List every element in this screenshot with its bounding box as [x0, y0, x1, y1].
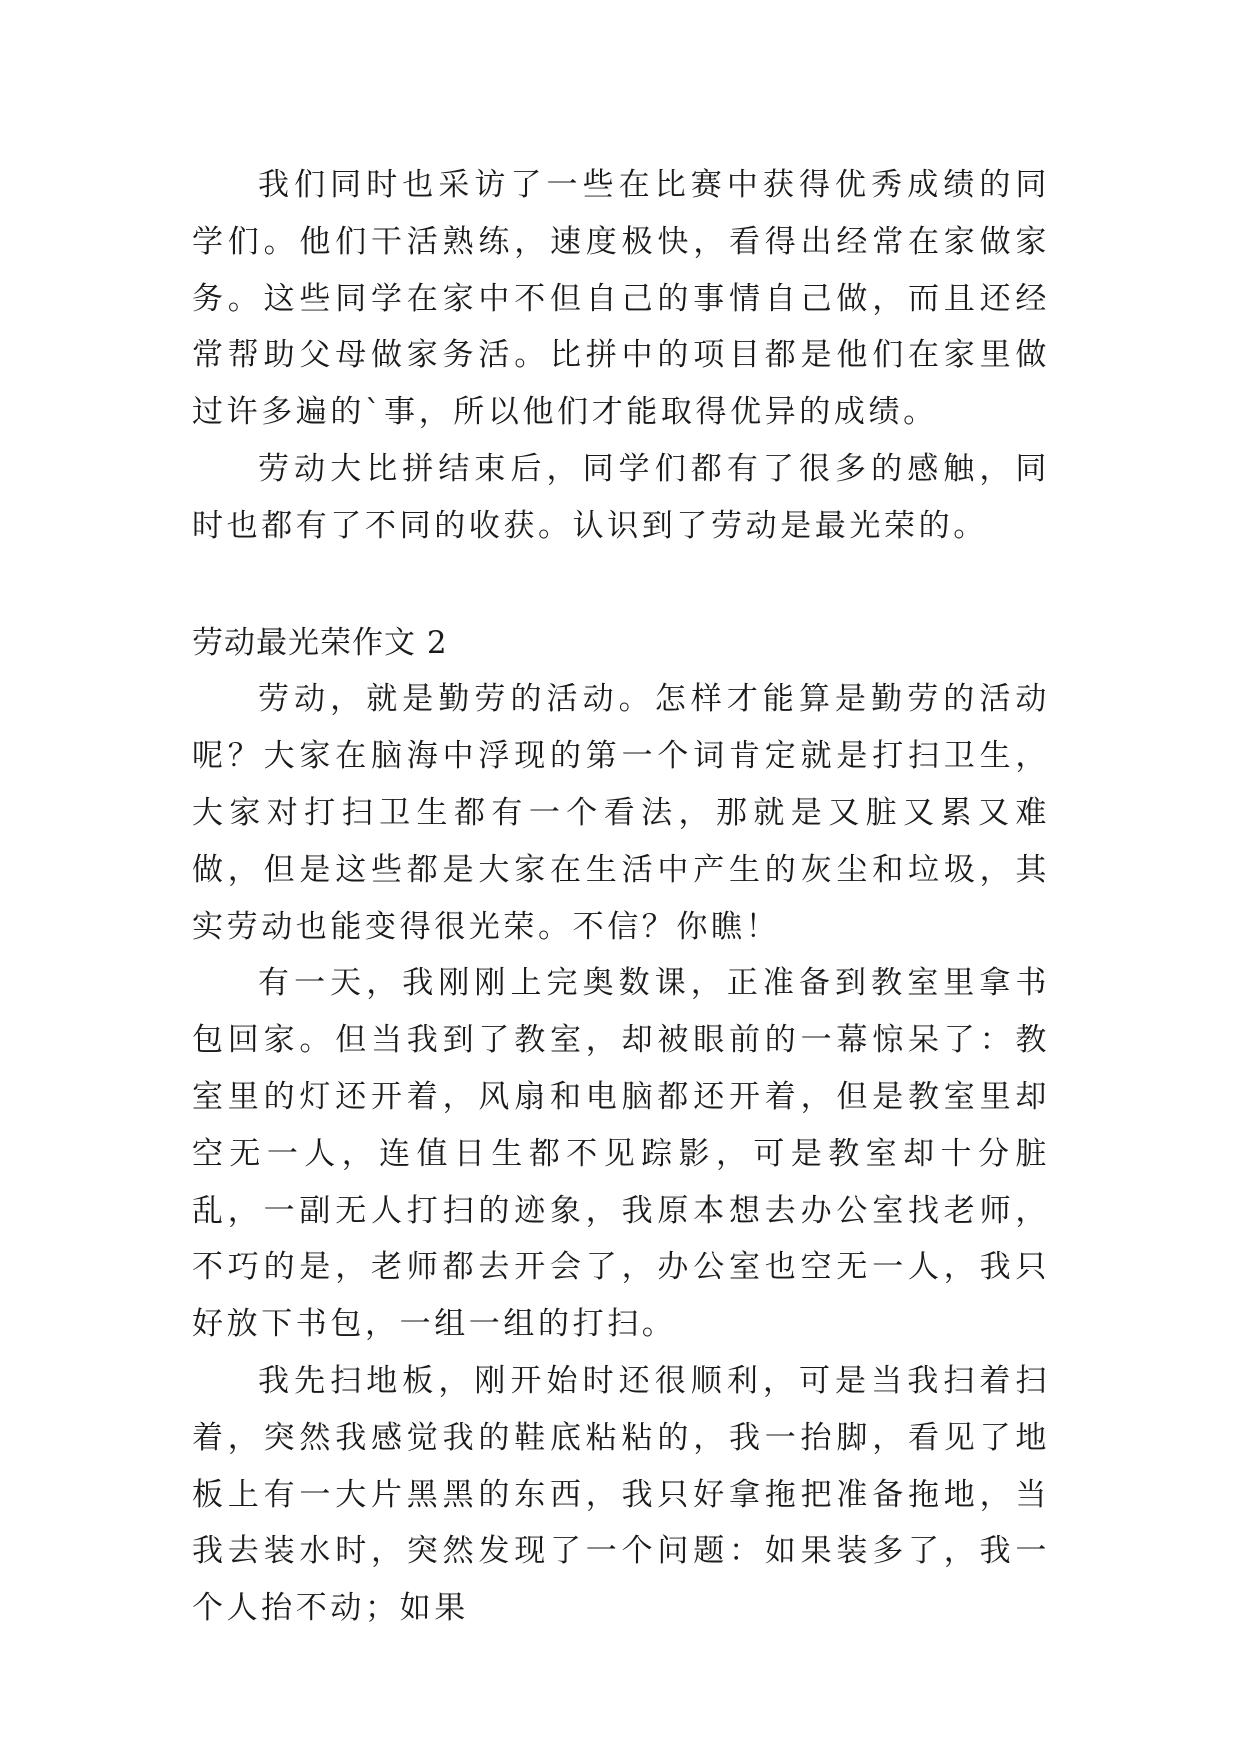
document-page — [192, 157, 1050, 1637]
paragraph: 劳动大比拼结束后，同学们都有了很多的感触，同时也都有了不同的收获。认识到了劳动是最光荣的。 — [192, 450, 1050, 544]
essay-title: 劳动最光荣作文 2 — [192, 624, 448, 661]
paragraph: 有一天，我刚刚上完奥数课，正准备到教室里拿书包回家。但当我到了教室，却被眼前的一幕惊呆了：教室里的灯还开着，风扇和电脑都还开着，但是教室里却空无一人，连值日生都不见踪影，可是教室却十分脏乱，一副无人打扫的迹象，我原本想去办公室找老师，不巧的是，老师都去开会了，办公室也空无一人，我只好放下书包，一组一组的打扫。 — [192, 965, 1050, 1343]
paragraph: 我先扫地板，刚开始时还很顺利，可是当我扫着扫着，突然我感觉我的鞋底粘粘的，我一抬脚，看见了地板上有一大片黑黑的东西，我只好拿拖把准备拖地，当我去装水时，突然发现了一个问题：如果装多了，我一个人抬不动；如果 — [192, 1362, 1050, 1627]
paragraph: 劳动，就是勤劳的活动。怎样才能算是勤劳的活动呢？大家在脑海中浮现的第一个词肯定就是打扫卫生，大家对打扫卫生都有一个看法，那就是又脏又累又难做，但是这些都是大家在生活中产生的灰尘和垃圾，其实劳动也能变得很光荣。不信？你瞧！ — [192, 681, 1050, 945]
paragraph: 我们同时也采访了一些在比赛中获得优秀成绩的同学们。他们干活熟练，速度极快，看得出经常在家做家务。这些同学在家中不但自己的事情自己做，而且还经常帮助父母做家务活。比拼中的项目都是他们在家里做过许多遍的`事，所以他们才能取得优异的成绩。 — [192, 167, 1050, 431]
section-gap — [192, 555, 1050, 615]
